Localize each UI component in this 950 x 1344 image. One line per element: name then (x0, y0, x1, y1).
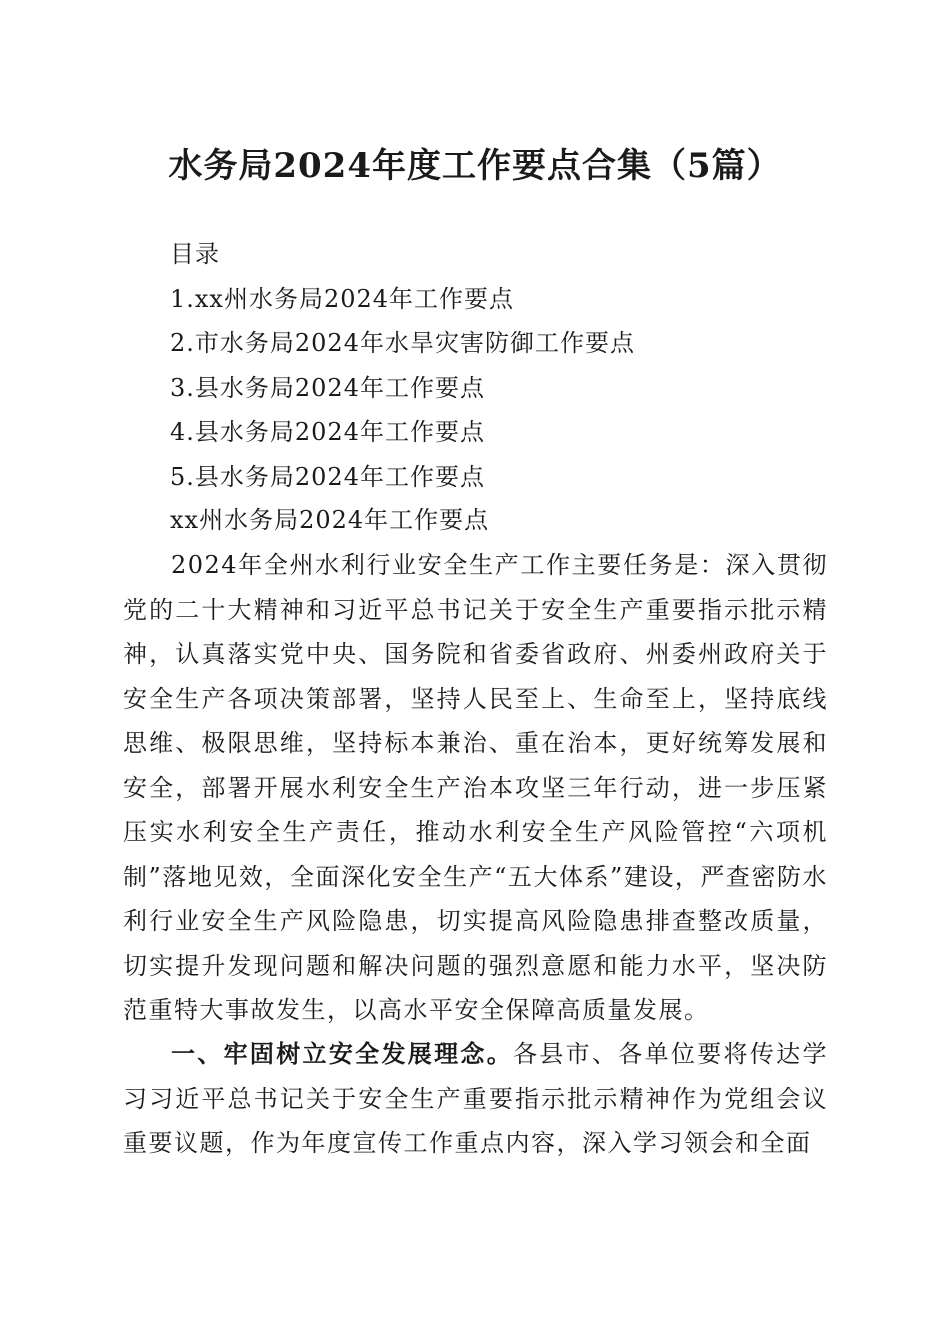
body-paragraph (123, 1032, 828, 1166)
section-title: xx州水务局2024年工作要点 (170, 506, 490, 534)
toc-item: 5.县水务局2024年工作要点 (170, 462, 485, 491)
toc-item: 1.xx州水务局2024年工作要点 (170, 284, 515, 313)
paragraph-lead-heading: 一、牢固树立安全发展理念。 (171, 1039, 514, 1068)
toc-heading: 目录 (170, 240, 220, 268)
paragraph-text: 各县市、各单位要将传达学习习近平总书记关于安全生产重要指示批示精神作为党组会议重要议题，作为年度宣传工作重点内容，深入学习领会和全面 (123, 1040, 828, 1157)
toc-item: 3.县水务局2024年工作要点 (170, 373, 485, 402)
body-paragraph (123, 543, 828, 1033)
table-of-contents (170, 232, 850, 499)
document-title: 水务局2024年度工作要点合集（5篇） (168, 146, 782, 186)
toc-item: 4.县水务局2024年工作要点 (170, 418, 485, 446)
toc-item: 2.市水务局2024年水旱灾害防御工作要点 (170, 329, 635, 357)
paragraph-text: 2024年全州水利行业安全生产工作主要任务是：深入贯彻党的二十大精神和习近平总书记关于安全生产重要指示批示精神，认真落实党中央、国务院和省委省政府、州委州政府关于安全生产各项决策部署，坚持人民至上、生命至上，坚持底线思维、极限思维，坚持标本兼治、重在治本，更好统筹发展和安全，部署开展水利安全生产治本攻坚三年行动，进一步压紧压实水利安全生产责任，推动水利安全生产风险管控“六项机制”落地见效，全面深化安全生产“五大体系”建设，严查密防水利行业安全生产风险隐患，切实提高风险隐患排查整改质量，切实提升发现问题和解决问题的强烈意愿和能力水平，坚决防范重特大事故发生，以高水平安全保障高质量发展。 (123, 551, 828, 1024)
